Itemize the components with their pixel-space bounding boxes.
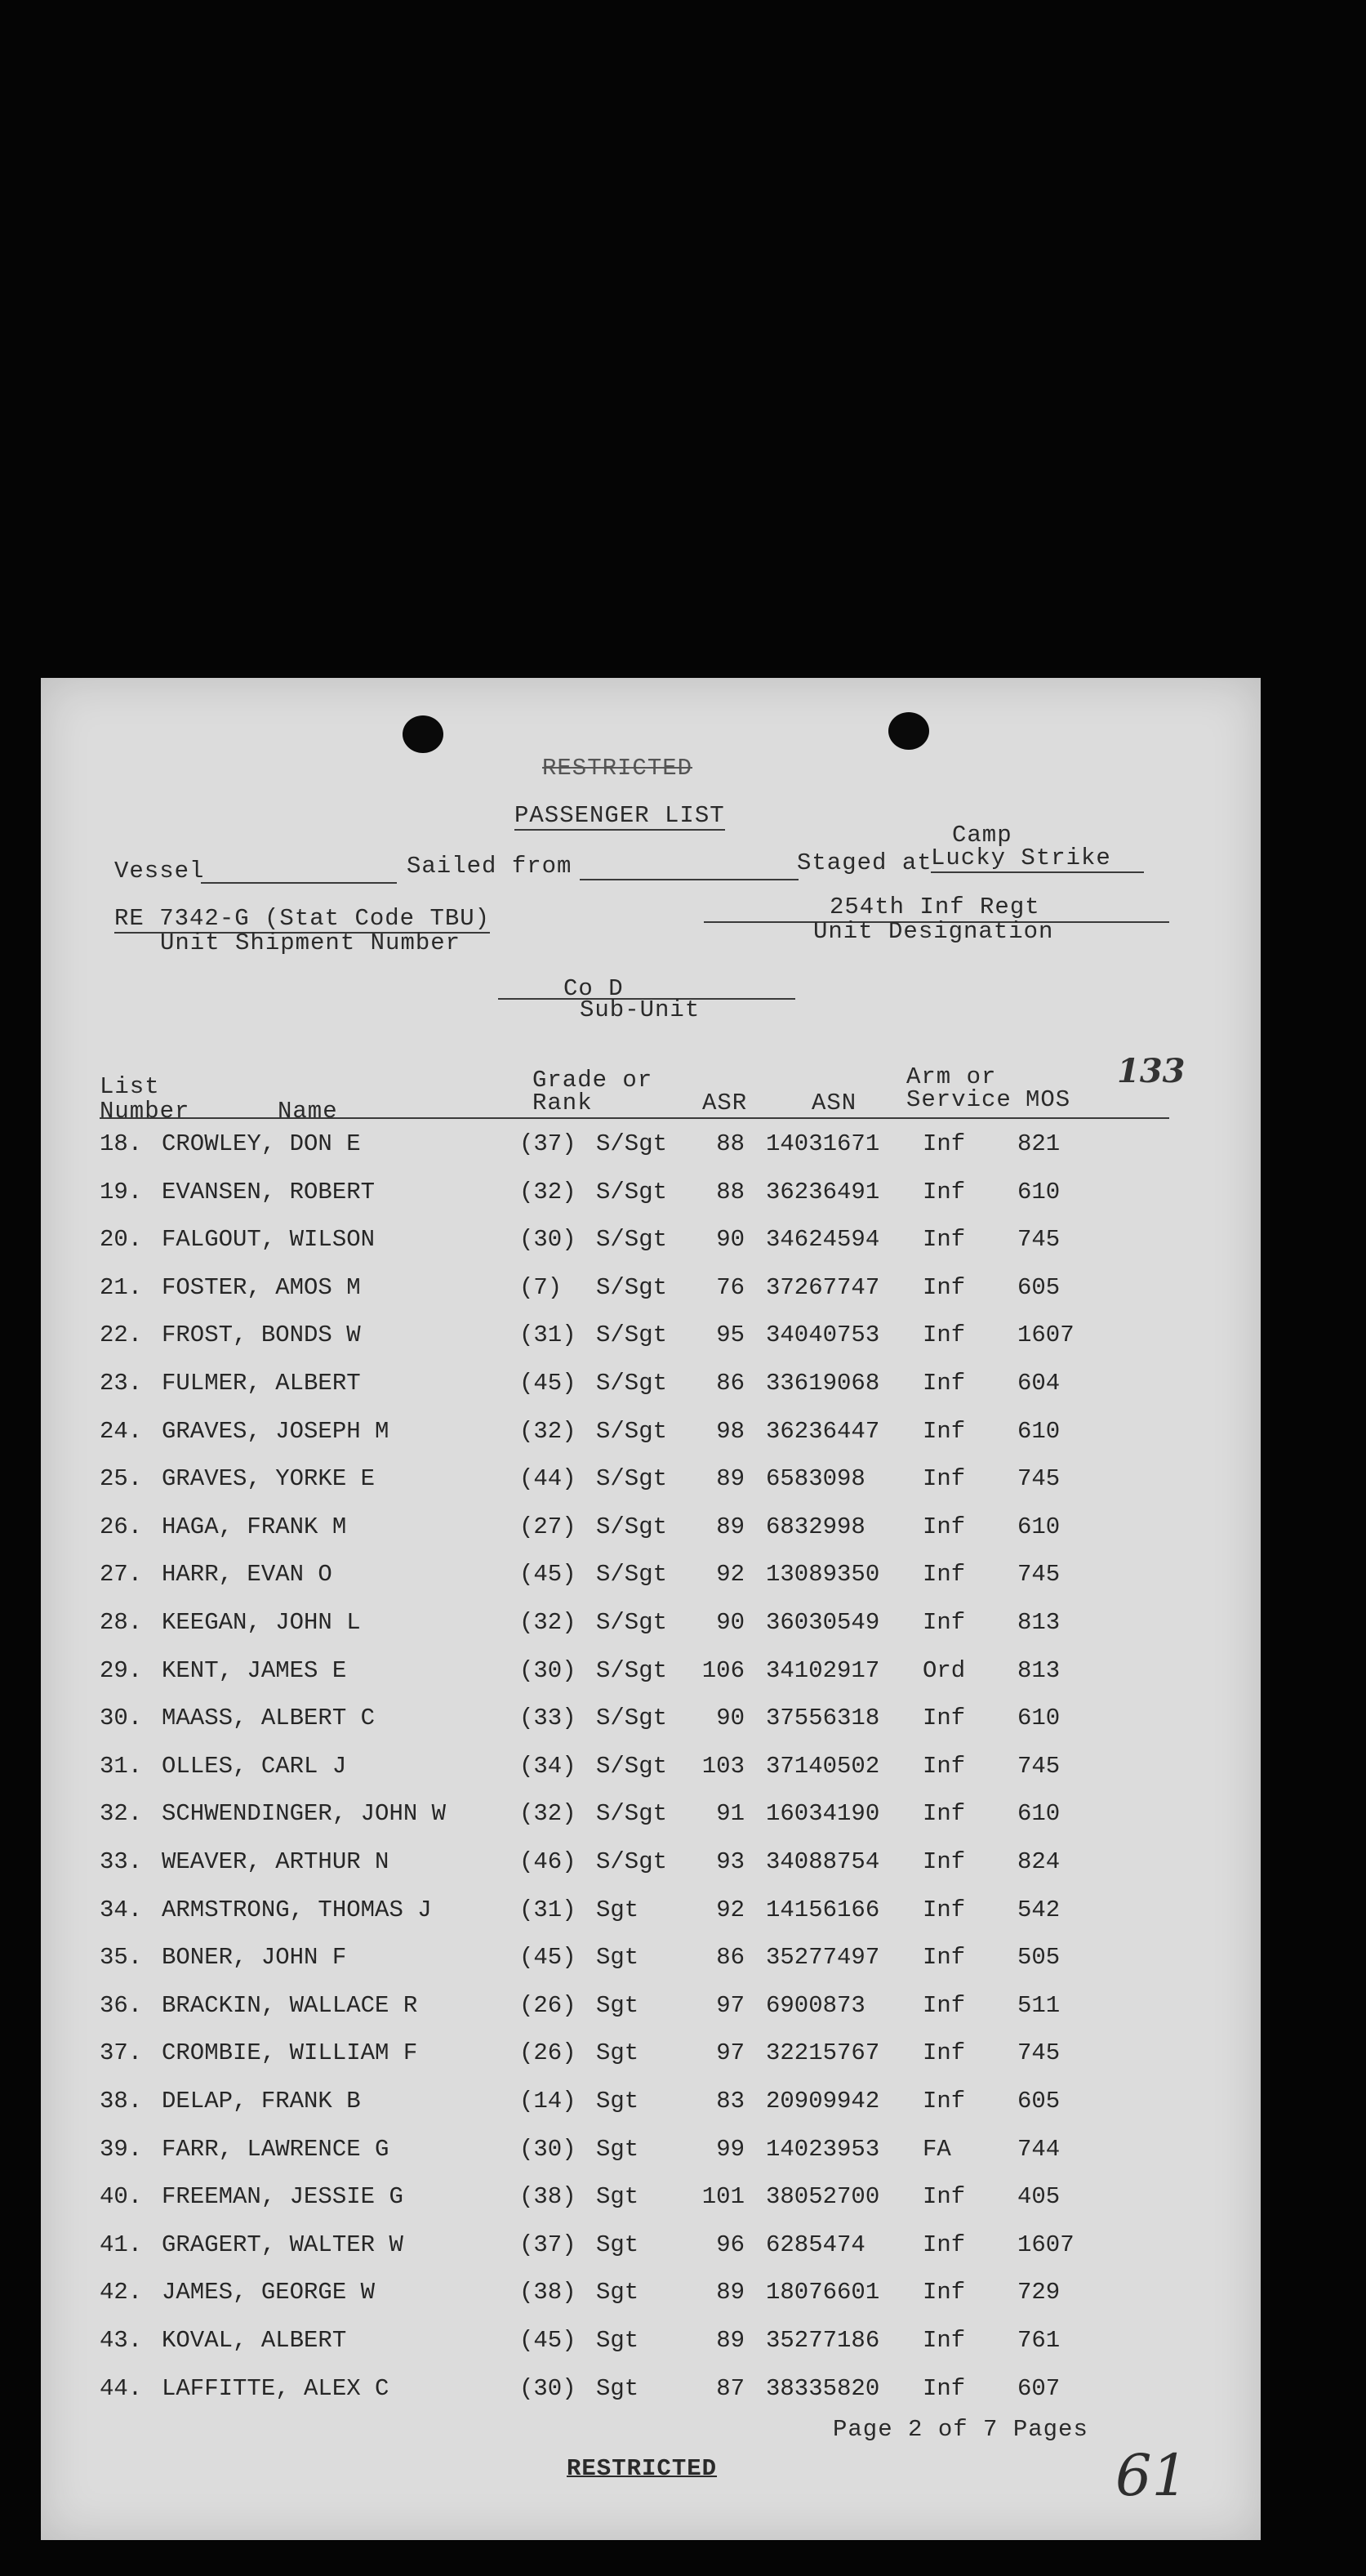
asn-number: 14023953 (766, 2135, 880, 2163)
list-number: 22. (100, 1321, 143, 1349)
passenger-name: FREEMAN, JESSIE G (162, 2183, 403, 2211)
table-row (41, 2279, 1261, 2326)
grade-rank: Sgt (596, 1944, 639, 1972)
arm-service: Inf (923, 1130, 966, 1157)
passenger-name: FOSTER, AMOS M (162, 1273, 361, 1301)
unit-shipment-number: RE 7342-G (Stat Code TBU) (114, 905, 491, 932)
table-row (41, 1753, 1261, 1800)
col-grade-header-1: Grade or (532, 1067, 653, 1094)
classification-top: RESTRICTED (542, 755, 693, 782)
grade-rank: Sgt (596, 2088, 639, 2115)
asr-score: 101 (701, 2183, 745, 2211)
camp-label: Camp (952, 822, 1012, 849)
list-number: 33. (100, 1848, 143, 1875)
asn-number: 36236447 (766, 1417, 880, 1445)
mos-code: 511 (1017, 1991, 1061, 2019)
asn-number: 6285474 (766, 2231, 865, 2258)
table-row (41, 1561, 1261, 1608)
list-number: 44. (100, 2374, 143, 2402)
age-code: (37) (519, 2231, 576, 2258)
grade-rank: S/Sgt (596, 1561, 668, 1589)
table-row (41, 1465, 1261, 1513)
list-number: 38. (100, 2088, 143, 2115)
passenger-name: FALGOUT, WILSON (162, 1226, 376, 1254)
table-row (41, 1321, 1261, 1369)
asn-number: 16034190 (766, 1800, 880, 1828)
passenger-name: FROST, BONDS W (162, 1321, 361, 1349)
age-code: (38) (519, 2279, 576, 2306)
document-title: PASSENGER LIST (514, 802, 725, 829)
asn-number: 6832998 (766, 1513, 865, 1540)
asn-number: 14156166 (766, 1896, 880, 1923)
passenger-name: SCHWENDINGER, JOHN W (162, 1800, 447, 1828)
staged-at-label: Staged at (797, 849, 932, 876)
asn-number: 32215767 (766, 2039, 880, 2067)
mos-code: 813 (1017, 1609, 1061, 1636)
arm-service: Inf (923, 1226, 966, 1254)
asr-score: 86 (716, 1370, 745, 1397)
list-number: 34. (100, 1896, 143, 1923)
table-row (41, 2327, 1261, 2374)
asn-number: 20909942 (766, 2088, 880, 2115)
arm-service: Inf (923, 2039, 966, 2067)
unit-designation-value: 254th Inf Regt (830, 894, 1040, 920)
col-mos-header: MOS (1026, 1086, 1071, 1113)
list-number: 18. (100, 1130, 143, 1157)
passenger-name: KEEGAN, JOHN L (162, 1609, 361, 1636)
page-info: Page 2 of 7 Pages (833, 2416, 1088, 2443)
table-row (41, 1418, 1261, 1465)
age-code: (30) (519, 1656, 576, 1684)
list-number: 36. (100, 1991, 143, 2019)
passenger-name: MAASS, ALBERT C (162, 1705, 376, 1732)
arm-service: Inf (923, 1417, 966, 1445)
asr-score: 83 (716, 2088, 745, 2115)
age-code: (45) (519, 1370, 576, 1397)
mos-code: 605 (1017, 1273, 1061, 1301)
age-code: (46) (519, 1848, 576, 1875)
mos-code: 610 (1017, 1178, 1061, 1206)
sailed-from-label: Sailed from (407, 853, 572, 880)
table-row (41, 1896, 1261, 1944)
asr-score: 95 (716, 1321, 745, 1349)
passenger-name: FULMER, ALBERT (162, 1370, 361, 1397)
asr-score: 89 (716, 2279, 745, 2306)
arm-service: Inf (923, 2327, 966, 2354)
asr-score: 91 (716, 1800, 745, 1828)
arm-service: Inf (923, 2231, 966, 2258)
passenger-name: GRAVES, YORKE E (162, 1465, 376, 1493)
arm-service: Inf (923, 1800, 966, 1828)
age-code: (30) (519, 2135, 576, 2163)
list-number: 41. (100, 2231, 143, 2258)
age-code: (31) (519, 1321, 576, 1349)
asr-score: 97 (716, 1991, 745, 2019)
asn-number: 37140502 (766, 1752, 880, 1780)
punch-hole-right (888, 712, 929, 750)
col-asn-header: ASN (812, 1090, 857, 1116)
col-list-header-2: Number (100, 1098, 190, 1125)
arm-service: Inf (923, 1178, 966, 1206)
grade-rank: S/Sgt (596, 1465, 668, 1493)
table-row (41, 1513, 1261, 1561)
age-code: (26) (519, 1991, 576, 2019)
age-code: (32) (519, 1800, 576, 1828)
staged-at-value: Lucky Strike (931, 845, 1144, 873)
arm-service: Inf (923, 1561, 966, 1589)
list-number: 31. (100, 1752, 143, 1780)
asr-score: 89 (716, 2327, 745, 2354)
col-name-header: Name (278, 1098, 338, 1125)
grade-rank: Sgt (596, 2279, 639, 2306)
mos-code: 745 (1017, 2039, 1061, 2067)
arm-service: Inf (923, 1991, 966, 2019)
mos-code: 813 (1017, 1656, 1061, 1684)
col-list-header-1: List (100, 1073, 160, 1100)
table-row (41, 1226, 1261, 1273)
list-number: 20. (100, 1226, 143, 1254)
list-number: 23. (100, 1370, 143, 1397)
asn-number: 35277497 (766, 1944, 880, 1972)
unit-shipment-label: Unit Shipment Number (160, 929, 461, 956)
col-arm-header-2: Service (906, 1086, 1012, 1113)
arm-service: Inf (923, 2279, 966, 2306)
age-code: (30) (519, 2374, 576, 2402)
col-grade-header-2: Rank (532, 1090, 593, 1116)
mos-code: 610 (1017, 1417, 1061, 1445)
passenger-name: CROWLEY, DON E (162, 1130, 361, 1157)
sub-unit-label: Sub-Unit (580, 996, 701, 1023)
mos-code: 821 (1017, 1130, 1061, 1157)
grade-rank: S/Sgt (596, 1705, 668, 1732)
list-number: 40. (100, 2183, 143, 2211)
grade-rank: S/Sgt (596, 1130, 668, 1157)
grade-rank: Sgt (596, 2183, 639, 2211)
mos-code: 1607 (1017, 2231, 1075, 2258)
asr-score: 106 (701, 1656, 745, 1684)
age-code: (45) (519, 2327, 576, 2354)
mos-code: 744 (1017, 2135, 1061, 2163)
asn-number: 37267747 (766, 1273, 880, 1301)
passenger-name: HARR, EVAN O (162, 1561, 332, 1589)
asn-number: 6583098 (766, 1465, 865, 1493)
arm-service: Inf (923, 1896, 966, 1923)
grade-rank: S/Sgt (596, 1800, 668, 1828)
asr-score: 88 (716, 1178, 745, 1206)
mos-code: 542 (1017, 1896, 1061, 1923)
table-row (41, 1274, 1261, 1321)
grade-rank: S/Sgt (596, 1273, 668, 1301)
mos-code: 604 (1017, 1370, 1061, 1397)
passenger-name: HAGA, FRANK M (162, 1513, 347, 1540)
list-number: 25. (100, 1465, 143, 1493)
table-header-rule (100, 1117, 1169, 1119)
sailed-from-blank (580, 879, 799, 880)
list-number: 42. (100, 2279, 143, 2306)
table-row (41, 1800, 1261, 1847)
asn-number: 36236491 (766, 1178, 880, 1206)
grade-rank: S/Sgt (596, 1226, 668, 1254)
handwritten-page-number: 133 (1117, 1052, 1186, 1090)
passenger-name: LAFFITTE, ALEX C (162, 2374, 389, 2402)
passenger-name: FARR, LAWRENCE G (162, 2135, 389, 2163)
list-number: 32. (100, 1800, 143, 1828)
arm-service: Inf (923, 1370, 966, 1397)
asn-number: 6900873 (766, 1991, 865, 2019)
table-row (41, 2136, 1261, 2183)
list-number: 39. (100, 2135, 143, 2163)
asr-score: 103 (701, 1752, 745, 1780)
passenger-name: WEAVER, ARTHUR N (162, 1848, 389, 1875)
arm-service: Inf (923, 1465, 966, 1493)
list-number: 43. (100, 2327, 143, 2354)
mos-code: 745 (1017, 1465, 1061, 1493)
asn-number: 38335820 (766, 2374, 880, 2402)
asn-number: 35277186 (766, 2327, 880, 2354)
mos-code: 824 (1017, 1848, 1061, 1875)
grade-rank: Sgt (596, 1896, 639, 1923)
arm-service: Inf (923, 2183, 966, 2211)
age-code: (45) (519, 1944, 576, 1972)
mos-code: 605 (1017, 2088, 1061, 2115)
passenger-name: GRAGERT, WALTER W (162, 2231, 403, 2258)
age-code: (30) (519, 1226, 576, 1254)
arm-service: Inf (923, 1273, 966, 1301)
mos-code: 761 (1017, 2327, 1061, 2354)
table-row (41, 2375, 1261, 2422)
passenger-name: ARMSTRONG, THOMAS J (162, 1896, 432, 1923)
asr-score: 92 (716, 1896, 745, 1923)
arm-service: Inf (923, 2374, 966, 2402)
arm-service: Inf (923, 1705, 966, 1732)
age-code: (32) (519, 1178, 576, 1206)
table-row (41, 2039, 1261, 2087)
arm-service: Inf (923, 1944, 966, 1972)
passenger-name: EVANSEN, ROBERT (162, 1178, 376, 1206)
list-number: 21. (100, 1273, 143, 1301)
asr-score: 96 (716, 2231, 745, 2258)
grade-rank: S/Sgt (596, 1752, 668, 1780)
arm-service: FA (923, 2135, 951, 2163)
vessel-label: Vessel (114, 858, 205, 885)
arm-service: Inf (923, 1513, 966, 1540)
passenger-name: JAMES, GEORGE W (162, 2279, 376, 2306)
grade-rank: S/Sgt (596, 1609, 668, 1636)
grade-rank: S/Sgt (596, 1513, 668, 1540)
passenger-name: CROMBIE, WILLIAM F (162, 2039, 418, 2067)
age-code: (14) (519, 2088, 576, 2115)
asr-score: 92 (716, 1561, 745, 1589)
asr-score: 90 (716, 1226, 745, 1254)
grade-rank: S/Sgt (596, 1656, 668, 1684)
table-row (41, 1179, 1261, 1226)
arm-service: Inf (923, 1321, 966, 1349)
list-number: 30. (100, 1705, 143, 1732)
mos-code: 610 (1017, 1513, 1061, 1540)
asr-score: 93 (716, 1848, 745, 1875)
asr-score: 89 (716, 1465, 745, 1493)
age-code: (31) (519, 1896, 576, 1923)
mos-code: 607 (1017, 2374, 1061, 2402)
grade-rank: Sgt (596, 2327, 639, 2354)
grade-rank: Sgt (596, 2135, 639, 2163)
age-code: (33) (519, 1705, 576, 1732)
table-row (41, 1130, 1261, 1178)
asr-score: 87 (716, 2374, 745, 2402)
arm-service: Ord (923, 1656, 966, 1684)
table-row (41, 1848, 1261, 1896)
asn-number: 33619068 (766, 1370, 880, 1397)
list-number: 37. (100, 2039, 143, 2067)
asn-number: 34040753 (766, 1321, 880, 1349)
age-code: (44) (519, 1465, 576, 1493)
age-code: (37) (519, 1130, 576, 1157)
mos-code: 729 (1017, 2279, 1061, 2306)
mos-code: 405 (1017, 2183, 1061, 2211)
grade-rank: S/Sgt (596, 1848, 668, 1875)
asr-score: 88 (716, 1130, 745, 1157)
asr-score: 98 (716, 1417, 745, 1445)
asr-score: 76 (716, 1273, 745, 1301)
list-number: 29. (100, 1656, 143, 1684)
passenger-name: DELAP, FRANK B (162, 2088, 361, 2115)
age-code: (38) (519, 2183, 576, 2211)
list-number: 26. (100, 1513, 143, 1540)
mos-code: 745 (1017, 1561, 1061, 1589)
table-row (41, 1992, 1261, 2039)
asn-number: 34102917 (766, 1656, 880, 1684)
arm-service: Inf (923, 1609, 966, 1636)
grade-rank: S/Sgt (596, 1370, 668, 1397)
document-page (41, 678, 1261, 2540)
passenger-name: BRACKIN, WALLACE R (162, 1991, 418, 2019)
list-number: 27. (100, 1561, 143, 1589)
vessel-blank (201, 882, 397, 884)
list-number: 35. (100, 1944, 143, 1972)
arm-service: Inf (923, 1848, 966, 1875)
table-row (41, 1370, 1261, 1417)
asn-number: 37556318 (766, 1705, 880, 1732)
col-asr-header: ASR (702, 1090, 748, 1116)
asn-number: 38052700 (766, 2183, 880, 2211)
table-row (41, 2088, 1261, 2135)
asn-number: 13089350 (766, 1561, 880, 1589)
passenger-name: OLLES, CARL J (162, 1752, 347, 1780)
asr-score: 97 (716, 2039, 745, 2067)
asr-score: 99 (716, 2135, 745, 2163)
sub-unit-value: Co D (563, 975, 624, 1002)
passenger-name: GRAVES, JOSEPH M (162, 1417, 389, 1445)
grade-rank: S/Sgt (596, 1178, 668, 1206)
table-row (41, 1705, 1261, 1752)
age-code: (32) (519, 1609, 576, 1636)
asr-score: 90 (716, 1609, 745, 1636)
table-row (41, 2231, 1261, 2279)
age-code: (32) (519, 1417, 576, 1445)
list-number: 19. (100, 1178, 143, 1206)
asn-number: 34088754 (766, 1848, 880, 1875)
age-code: (7) (519, 1273, 563, 1301)
asr-score: 89 (716, 1513, 745, 1540)
asr-score: 90 (716, 1705, 745, 1732)
table-row (41, 1657, 1261, 1705)
mos-code: 745 (1017, 1752, 1061, 1780)
age-code: (27) (519, 1513, 576, 1540)
asn-number: 36030549 (766, 1609, 880, 1636)
grade-rank: S/Sgt (596, 1417, 668, 1445)
mos-code: 1607 (1017, 1321, 1075, 1349)
classification-bottom: RESTRICTED (567, 2455, 718, 2482)
age-code: (34) (519, 1752, 576, 1780)
punch-hole-left (403, 715, 443, 753)
grade-rank: S/Sgt (596, 1321, 668, 1349)
table-row (41, 1609, 1261, 1656)
asn-number: 14031671 (766, 1130, 880, 1157)
list-number: 24. (100, 1417, 143, 1445)
grade-rank: Sgt (596, 2039, 639, 2067)
col-arm-header-1: Arm or (906, 1063, 997, 1090)
age-code: (26) (519, 2039, 576, 2067)
table-row (41, 1944, 1261, 1991)
asr-score: 86 (716, 1944, 745, 1972)
passenger-name: KENT, JAMES E (162, 1656, 347, 1684)
mos-code: 610 (1017, 1800, 1061, 1828)
unit-designation-label: Unit Designation (813, 918, 1054, 945)
grade-rank: Sgt (596, 2374, 639, 2402)
passenger-name: BONER, JOHN F (162, 1944, 347, 1972)
age-code: (45) (519, 1561, 576, 1589)
arm-service: Inf (923, 1752, 966, 1780)
mos-code: 505 (1017, 1944, 1061, 1972)
list-number: 28. (100, 1609, 143, 1636)
arm-service: Inf (923, 2088, 966, 2115)
table-row (41, 2183, 1261, 2231)
grade-rank: Sgt (596, 1991, 639, 2019)
asn-number: 34624594 (766, 1226, 880, 1254)
mos-code: 610 (1017, 1705, 1061, 1732)
grade-rank: Sgt (596, 2231, 639, 2258)
asn-number: 18076601 (766, 2279, 880, 2306)
passenger-name: KOVAL, ALBERT (162, 2327, 347, 2354)
handwritten-note: 61 (1115, 2442, 1189, 2509)
mos-code: 745 (1017, 1226, 1061, 1254)
